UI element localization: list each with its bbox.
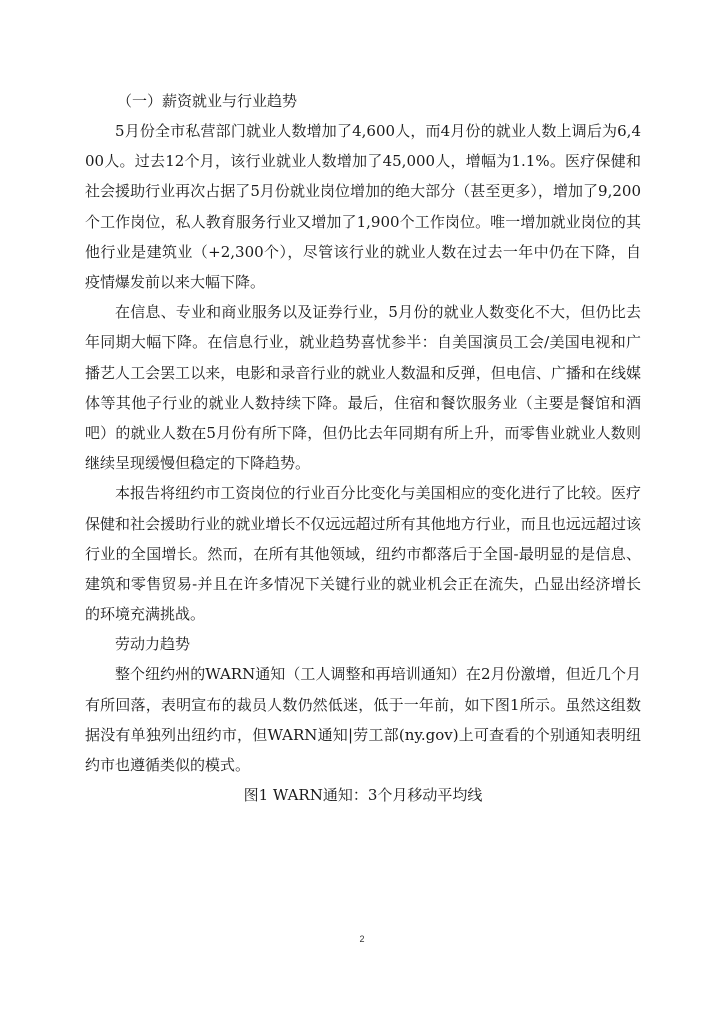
page-number: 2 (359, 934, 365, 944)
paragraph-national-comparison: 本报告将纽约市工资岗位的行业百分比变化与美国相应的变化进行了比较。医疗保健和社会援助行业的就业增长不仅远远超过所有其他地方行业，而且也远远超过该行业的全国增长。然而，在所有其他领域，纽约市都落后于全国-最明显的是信息、建筑和零售贸易-并且在许多情况下关键行业的就业机会正在流失，凸显出经济增长的环境充满挑战。 (85, 484, 641, 624)
document-body (85, 86, 641, 810)
labor-force-heading: 劳动力趋势 (115, 635, 191, 654)
paragraph-information-sector: 在信息、专业和商业服务以及证券行业，5月份的就业人数变化不大，但仍比去年同期大幅下降。在信息行业，就业趋势喜忧参半：自美国演员工会/美国电视和广播艺人工会罢工以来，电影和录音行业的就业人数温和反弹，但电信、广播和在线媒体等其他子行业的就业人数持续下降。最后，住宿和餐饮服务业（主要是餐馆和酒吧）的就业人数在5月份有所下降，但仍比去年同期有所上升，而零售业就业人数则继续呈现缓慢但稳定的下降趋势。 (85, 303, 641, 473)
paragraph-warn-notices: 整个纽约州的WARN通知（工人调整和再培训通知）在2月份激增，但近几个月有所回落，表明宣布的裁员人数仍然低迷，低于一年前，如下图1所示。虽然这组数据没有单独列出纽约市，但WARN通知|劳工部(ny.gov)上可查看的个别通知表明纽约市也遵循类似的模式。 (85, 665, 641, 775)
paragraph-private-sector-jobs: 5月份全市私营部门就业人数增加了4,600人，而4月份的就业人数上调后为6,400人。过去12个月，该行业就业人数增加了45,000人，增幅为1.1%。医疗保健和社会援助行业再次占据了5月份就业岗位增加的绝大部分（甚至更多），增加了9,200个工作岗位，私人教育服务行业又增加了1,900个工作岗位。唯一增加就业岗位的其他行业是建筑业（+2,300个），尽管该行业的就业人数在过去一年中仍在下降，自疫情爆发前以来大幅下降。 (85, 122, 641, 292)
figure-caption: 图1 WARN通知：3个月移动平均线 (243, 786, 483, 805)
section-heading: （一）薪资就业与行业趋势 (117, 92, 298, 110)
